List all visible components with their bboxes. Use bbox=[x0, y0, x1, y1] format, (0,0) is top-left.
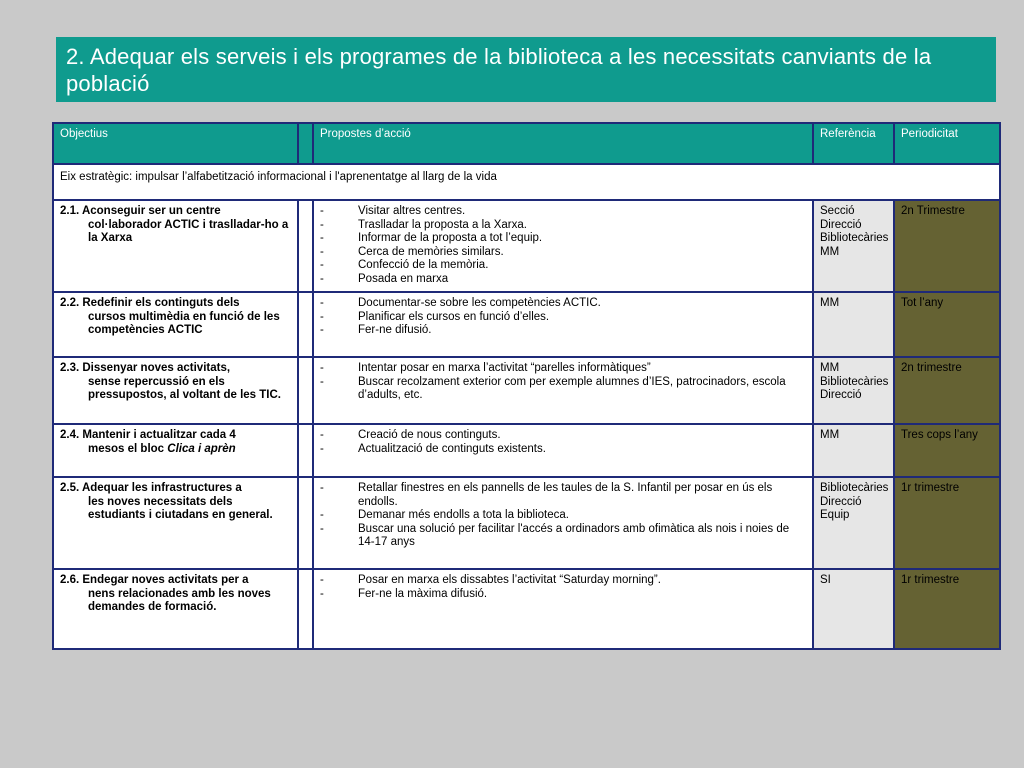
action-item bbox=[320, 429, 806, 443]
reference-entry: Bibliotecàries bbox=[820, 482, 889, 494]
action-text: Buscar una solució per facilitar l'accés a ordinadors amb ofimàtica als nois i noies de 14-17 anys bbox=[358, 522, 790, 548]
action-item bbox=[320, 259, 806, 273]
reference-entry: Equip bbox=[820, 509, 850, 521]
dash-bullet: - bbox=[320, 232, 324, 244]
header-referencia: Referència bbox=[813, 123, 894, 164]
objective-cell bbox=[53, 424, 298, 477]
dash-bullet: - bbox=[320, 574, 324, 586]
dash-bullet: - bbox=[320, 375, 324, 388]
table-row bbox=[53, 200, 1000, 292]
action-item bbox=[320, 443, 806, 457]
action-text: Visitar altres centres. bbox=[358, 205, 466, 217]
actions-cell bbox=[313, 569, 813, 649]
action-item bbox=[320, 574, 806, 588]
header-objectius: Objectius bbox=[53, 123, 298, 164]
dash-bullet: - bbox=[320, 442, 324, 455]
reference-entry: MM bbox=[820, 245, 840, 258]
actions-cell bbox=[313, 424, 813, 477]
reference-entry: Bibliotecàries bbox=[820, 375, 889, 388]
actions-list bbox=[320, 482, 806, 550]
action-item bbox=[320, 362, 806, 376]
action-text: Retallar finestres en els pannells de les taules de la S. Infantil per posar en ús els endolls. bbox=[358, 482, 773, 508]
action-item bbox=[320, 205, 806, 219]
objective-cell bbox=[53, 200, 298, 292]
periodicity-cell: Tot l’any bbox=[894, 292, 1000, 357]
header-propostes: Propostes d’acció bbox=[313, 123, 813, 164]
action-text: Cerca de memòries similars. bbox=[358, 245, 504, 258]
objective-cell bbox=[53, 477, 298, 569]
actions-list bbox=[320, 429, 806, 456]
action-item bbox=[320, 219, 806, 233]
dash-bullet: - bbox=[320, 297, 324, 309]
action-item bbox=[320, 324, 806, 338]
periodicity-cell: 2n trimestre bbox=[894, 357, 1000, 424]
periodicity-cell: 1r trimestre bbox=[894, 477, 1000, 569]
action-text: Planificar els cursos en funció d’elles. bbox=[358, 310, 550, 323]
reference-entry: Bibliotecàries bbox=[820, 232, 889, 244]
dash-bullet: - bbox=[320, 482, 324, 494]
reference-cell bbox=[813, 424, 894, 477]
objective-text bbox=[60, 376, 291, 403]
action-text: Traslladar la proposta a la Xarxa. bbox=[358, 218, 527, 231]
objective-number: 2.6. Endegar noves activitats per a bbox=[60, 574, 249, 586]
objective-number: 2.1. Aconseguir ser un centre bbox=[60, 205, 221, 217]
reference-entry: MM bbox=[820, 297, 840, 309]
actions-cell bbox=[313, 357, 813, 424]
reference-cell bbox=[813, 357, 894, 424]
dash-bullet: - bbox=[320, 245, 324, 258]
action-text: Posada en marxa bbox=[358, 272, 449, 285]
action-text: Documentar-se sobre les competències ACTIC. bbox=[358, 297, 601, 309]
reference-entry: SI bbox=[820, 574, 831, 586]
reference-cell bbox=[813, 292, 894, 357]
reference-entry: Direcció bbox=[820, 495, 862, 508]
objective-cell bbox=[53, 569, 298, 649]
spacer-cell bbox=[298, 569, 313, 649]
objective-text bbox=[60, 311, 291, 338]
table-header-row bbox=[53, 123, 1000, 164]
objective-text bbox=[60, 219, 291, 246]
header-periodicitat: Periodicitat bbox=[894, 123, 1000, 164]
table-row bbox=[53, 424, 1000, 477]
strategic-axis: Eix estratègic: impulsar l’alfabetització informacional i l'aprenentatge al llarg de la vida bbox=[53, 164, 1000, 200]
actions-list bbox=[320, 297, 806, 338]
objective-text-part: sense repercussió en els pressupostos, al voltant de les TIC. bbox=[88, 375, 281, 401]
action-item bbox=[320, 509, 806, 523]
objective-text bbox=[60, 588, 291, 615]
actions-list bbox=[320, 574, 806, 601]
action-plan-table bbox=[52, 122, 1001, 650]
dash-bullet: - bbox=[320, 324, 324, 336]
action-item bbox=[320, 297, 806, 311]
objective-cell bbox=[53, 357, 298, 424]
reference-cell bbox=[813, 477, 894, 569]
table-row bbox=[53, 569, 1000, 649]
action-item bbox=[320, 523, 806, 550]
dash-bullet: - bbox=[320, 310, 324, 323]
action-text: Fer-ne difusió. bbox=[358, 324, 432, 336]
reference-entry: MM bbox=[820, 429, 840, 441]
action-text: Intentar posar en marxa l’activitat “parelles informàtiques” bbox=[358, 362, 651, 374]
actions-list bbox=[320, 362, 806, 403]
action-item bbox=[320, 273, 806, 287]
actions-cell bbox=[313, 477, 813, 569]
objective-text-part: les noves necessitats dels estudiants i ciutadans en general. bbox=[88, 495, 273, 521]
spacer-cell bbox=[298, 292, 313, 357]
objective-number: 2.3. Dissenyar noves activitats, bbox=[60, 362, 231, 374]
action-text: Posar en marxa els dissabtes l’activitat “Saturday morning”. bbox=[358, 574, 661, 586]
slide-title: 2. Adequar els serveis i els programes de la biblioteca a les necessitats canviants de la població bbox=[56, 37, 996, 102]
dash-bullet: - bbox=[320, 259, 324, 271]
table-row bbox=[53, 477, 1000, 569]
action-item bbox=[320, 482, 806, 509]
periodicity-cell: 2n Trimestre bbox=[894, 200, 1000, 292]
dash-bullet: - bbox=[320, 272, 324, 285]
dash-bullet: - bbox=[320, 218, 324, 231]
objective-text bbox=[60, 443, 291, 457]
objective-text-part: mesos el bloc bbox=[88, 442, 168, 455]
periodicity-cell: Tres cops l’any bbox=[894, 424, 1000, 477]
action-item bbox=[320, 376, 806, 403]
reference-entry: Direcció bbox=[820, 389, 862, 401]
actions-cell bbox=[313, 292, 813, 357]
reference-entry: Direcció bbox=[820, 218, 862, 231]
table-row bbox=[53, 292, 1000, 357]
dash-bullet: - bbox=[320, 587, 324, 600]
action-text: Buscar recolzament exterior com per exemple alumnes d’IES, patrocinadors, escola d’adults, etc. bbox=[358, 375, 786, 401]
objective-text-part: nens relacionades amb les noves demandes de formació. bbox=[88, 587, 271, 613]
actions-list bbox=[320, 205, 806, 286]
objective-emphasis: Clica i aprèn bbox=[167, 442, 236, 455]
periodicity-cell: 1r trimestre bbox=[894, 569, 1000, 649]
action-text: Actualització de continguts existents. bbox=[358, 442, 546, 455]
objective-number: 2.4. Mantenir i actualitzar cada 4 bbox=[60, 429, 236, 441]
dash-bullet: - bbox=[320, 522, 324, 535]
reference-entry: Secció bbox=[820, 205, 855, 217]
action-text: Informar de la proposta a tot l’equip. bbox=[358, 232, 543, 244]
spacer-cell bbox=[298, 357, 313, 424]
header-spacer bbox=[298, 123, 313, 164]
action-text: Fer-ne la màxima difusió. bbox=[358, 587, 488, 600]
action-text: Creació de nous continguts. bbox=[358, 429, 501, 441]
objective-text bbox=[60, 496, 291, 523]
actions-cell bbox=[313, 200, 813, 292]
action-item bbox=[320, 311, 806, 325]
action-text: Demanar més endolls a tota la biblioteca. bbox=[358, 509, 569, 521]
action-item bbox=[320, 232, 806, 246]
action-item bbox=[320, 246, 806, 260]
reference-cell bbox=[813, 200, 894, 292]
spacer-cell bbox=[298, 477, 313, 569]
objective-number: 2.2. Redefinir els continguts dels bbox=[60, 297, 240, 309]
objective-text-part: cursos multimèdia en funció de les competències ACTIC bbox=[88, 310, 280, 336]
dash-bullet: - bbox=[320, 362, 324, 374]
strategic-axis-row bbox=[53, 164, 1000, 200]
spacer-cell bbox=[298, 200, 313, 292]
action-text: Confecció de la memòria. bbox=[358, 259, 489, 271]
dash-bullet: - bbox=[320, 205, 324, 217]
objective-number: 2.5. Adequar les infrastructures a bbox=[60, 482, 242, 494]
dash-bullet: - bbox=[320, 509, 324, 521]
spacer-cell bbox=[298, 424, 313, 477]
objective-text-part: col·laborador ACTIC i traslladar-ho a la Xarxa bbox=[88, 218, 289, 244]
dash-bullet: - bbox=[320, 429, 324, 441]
action-item bbox=[320, 588, 806, 602]
reference-cell bbox=[813, 569, 894, 649]
reference-entry: MM bbox=[820, 362, 840, 374]
table-row bbox=[53, 357, 1000, 424]
objective-cell bbox=[53, 292, 298, 357]
